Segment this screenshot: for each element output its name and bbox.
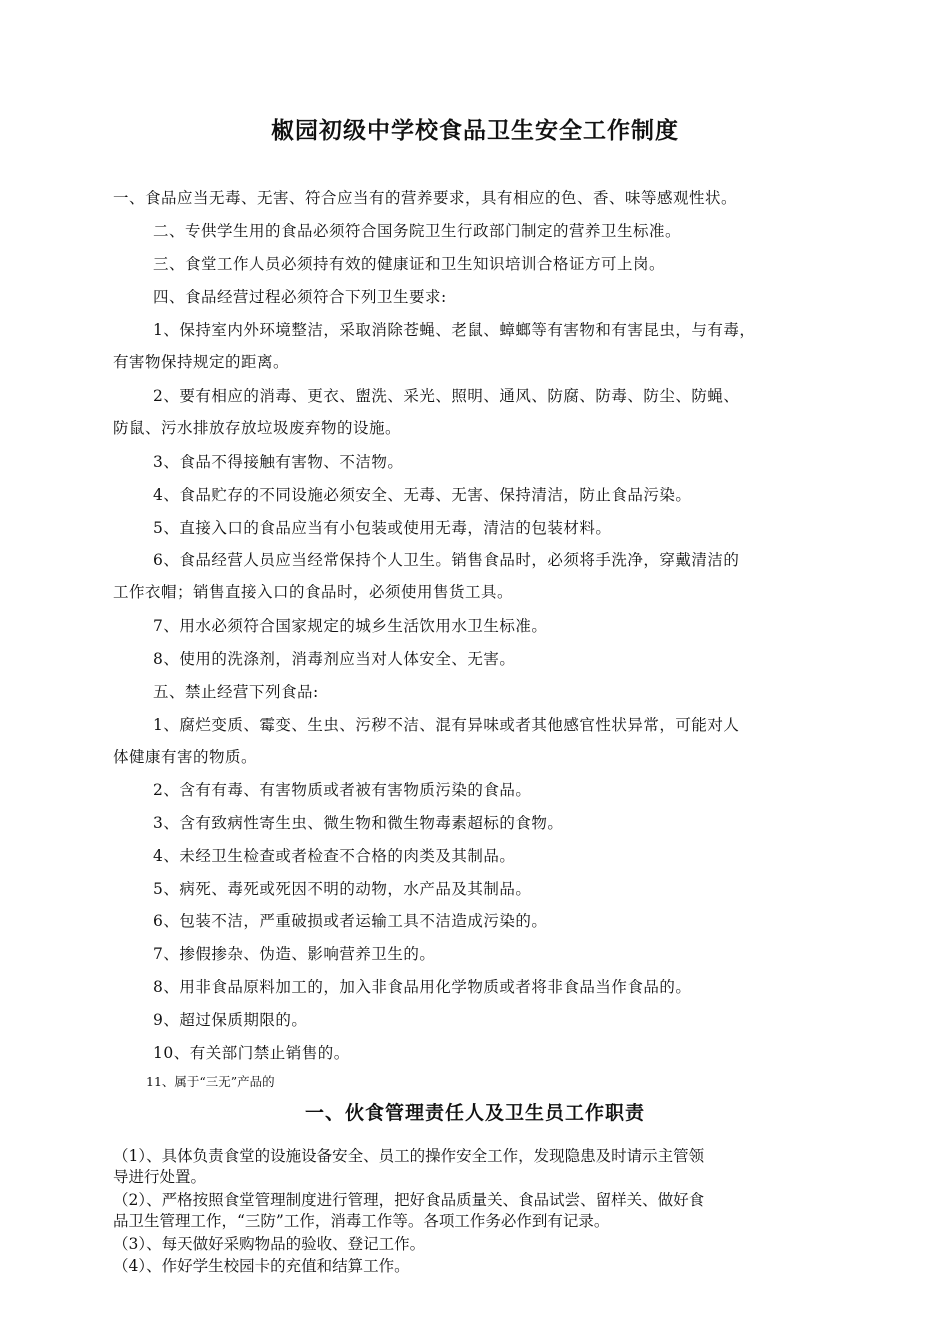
prohibited-7: 7、掺假掺杂、伪造、影响营养卫生的。 xyxy=(153,945,436,963)
rule-item-3: 三、食堂工作人员必须持有效的健康证和卫生知识培训合格证方可上岗。 xyxy=(153,255,666,273)
prohibited-1-line-2: 体健康有害的物质。 xyxy=(113,748,258,766)
requirement-6-line-2: 工作衣帽；销售直接入口的食品时，必须使用售货工具。 xyxy=(113,583,514,601)
document-title: 椒园初级中学校食品卫生安全工作制度 xyxy=(271,118,679,144)
requirement-2-line-1: 2、要有相应的消毒、更衣、盥洗、采光、照明、通风、防腐、防毒、防尘、防蝇、 xyxy=(153,387,740,405)
requirement-2-line-2: 防鼠、污水排放存放垃圾废弃物的设施。 xyxy=(113,419,402,437)
prohibited-5: 5、病死、毒死或死因不明的动物，水产品及其制品。 xyxy=(153,880,532,898)
requirement-1-line-1: 1、保持室内外环境整洁，采取消除苍蝇、老鼠、蟑螂等有害物和有害昆虫，与有毒， xyxy=(153,321,756,339)
requirement-7: 7、用水必须符合国家规定的城乡生活饮用水卫生标准。 xyxy=(153,617,548,635)
prohibited-9: 9、超过保质期限的。 xyxy=(153,1011,308,1029)
rule-item-1: 一、食品应当无毒、无害、符合应当有的营养要求，具有相应的色、香、味等感观性状。 xyxy=(113,189,738,207)
prohibited-1-line-1: 1、腐烂变质、霉变、生虫、污秽不洁、混有异味或者其他感官性状异常，可能对人 xyxy=(153,716,740,734)
duty-2-line-2: 品卫生管理工作，“三防”工作，消毒工作等。各项工作务必作到有记录。 xyxy=(113,1212,610,1230)
prohibited-10: 10、有关部门禁止销售的。 xyxy=(153,1044,350,1062)
rule-item-4: 四、食品经营过程必须符合下列卫生要求: xyxy=(153,288,447,306)
requirement-5: 5、直接入口的食品应当有小包装或使用无毒，清洁的包装材料。 xyxy=(153,519,612,537)
prohibited-11: 11、属于“三无”产品的 xyxy=(146,1074,275,1089)
prohibited-6: 6、包装不洁，严重破损或者运输工具不洁造成污染的。 xyxy=(153,912,548,930)
prohibited-8: 8、用非食品原料加工的，加入非食品用化学物质或者将非食品当作食品的。 xyxy=(153,978,692,996)
duty-3: （3）、每天做好采购物品的验收、登记工作。 xyxy=(113,1235,426,1253)
requirement-8: 8、使用的洗涤剂，消毒剂应当对人体安全、无害。 xyxy=(153,650,516,668)
prohibited-3: 3、含有致病性寄生虫、微生物和微生物毒素超标的食物。 xyxy=(153,814,564,832)
requirement-1-line-2: 有害物保持规定的距离。 xyxy=(113,353,290,371)
requirement-4: 4、食品贮存的不同设施必须安全、无毒、无害、保持清洁，防止食品污染。 xyxy=(153,486,692,504)
rule-item-2: 二、专供学生用的食品必须符合国务院卫生行政部门制定的营养卫生标准。 xyxy=(153,222,682,240)
duty-1-line-1: （1）、具体负责食堂的设施设备安全、员工的操作安全工作，发现隐患及时请示主管领 xyxy=(113,1147,705,1165)
rule-item-5: 五、禁止经营下列食品: xyxy=(153,683,319,701)
duty-2-line-1: （2）、严格按照食堂管理制度进行管理，把好食品质量关、食品试尝、留样关、做好食 xyxy=(113,1191,705,1209)
requirement-3: 3、食品不得接触有害物、不洁物。 xyxy=(153,453,404,471)
prohibited-4: 4、未经卫生检查或者检查不合格的肉类及其制品。 xyxy=(153,847,516,865)
section-heading: 一、伙食管理责任人及卫生员工作职责 xyxy=(304,1102,645,1124)
duty-4: （4）、作好学生校园卡的充值和结算工作。 xyxy=(113,1257,410,1275)
prohibited-2: 2、含有有毒、有害物质或者被有害物质污染的食品。 xyxy=(153,781,532,799)
duty-1-line-2: 导进行处置。 xyxy=(113,1168,207,1186)
requirement-6-line-1: 6、食品经营人员应当经常保持个人卫生。销售食品时，必须将手洗净，穿戴清洁的 xyxy=(153,551,740,569)
